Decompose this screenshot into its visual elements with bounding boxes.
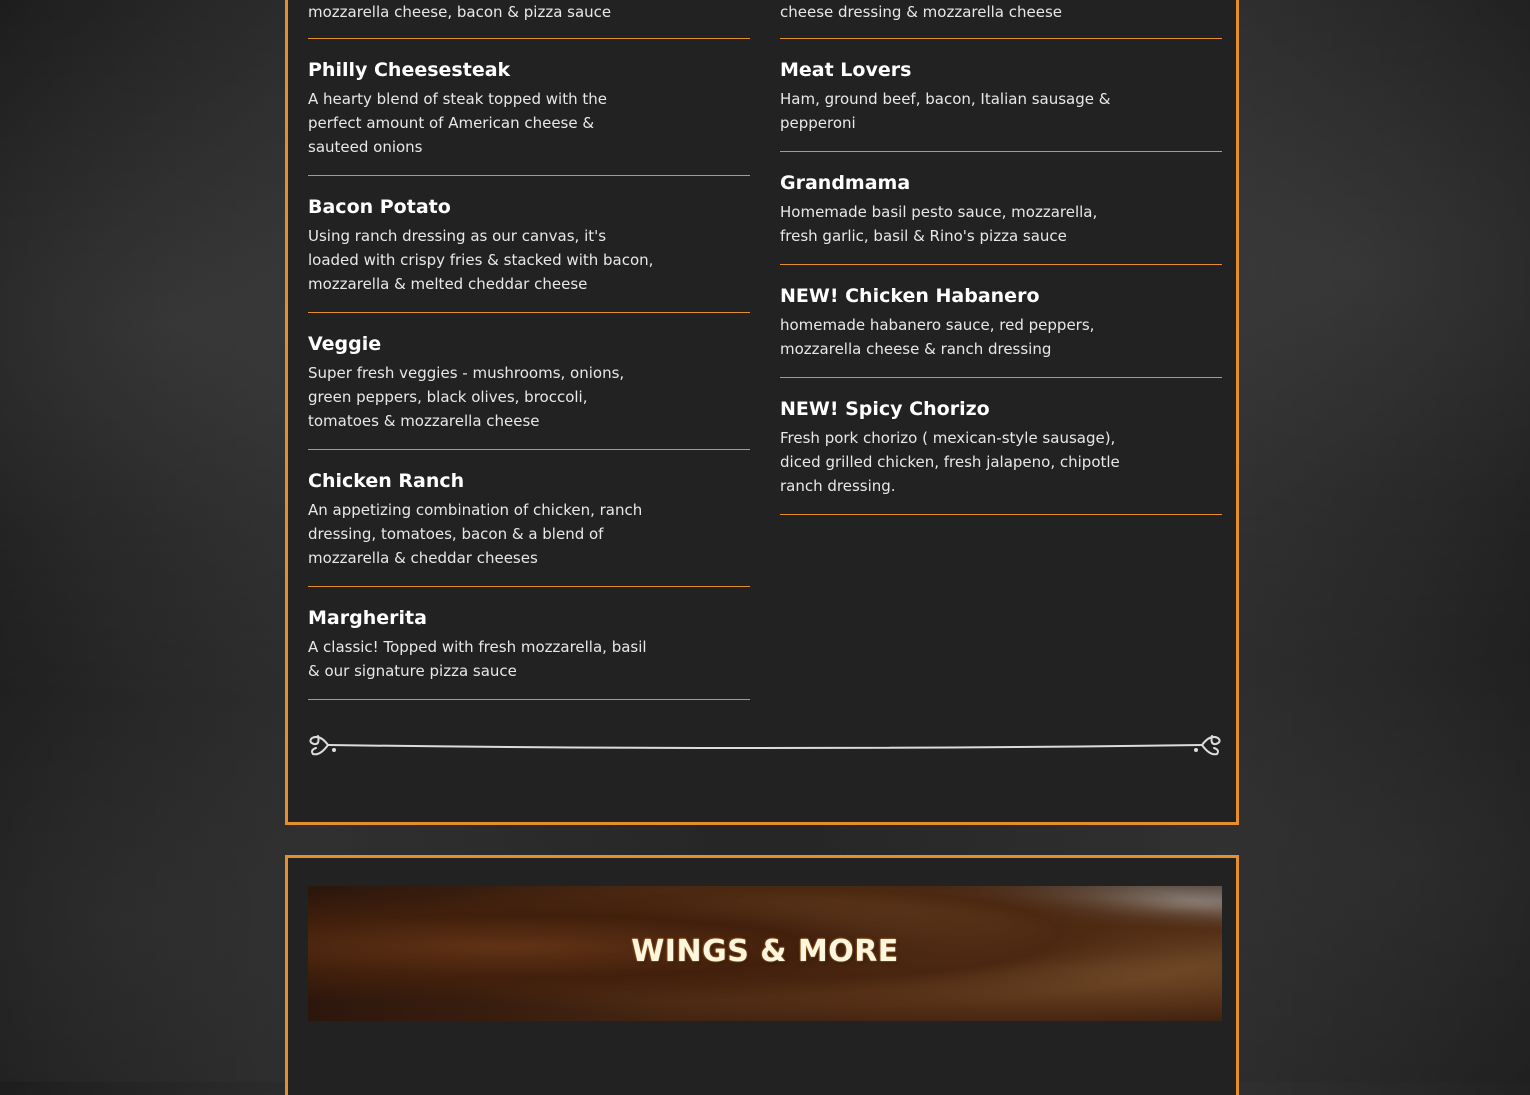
menu-item-grandmama: [780, 170, 1222, 265]
flourish-divider: [308, 728, 1222, 762]
menu-item-margherita: [308, 605, 750, 700]
menu-item-description: Super fresh veggies - mushrooms, onions, green peppers, black olives, broccoli, tomatoes & mozzarella cheese: [308, 364, 625, 430]
menu-item-philly-cheesesteak: [308, 57, 750, 176]
pizza-menu-panel: [285, 0, 1239, 825]
menu-item-description: Using ranch dressing as our canvas, it's loaded with crispy fries & stacked with bacon, mozzarella & melted cheddar cheese: [308, 227, 654, 293]
menu-item-bacon-potato: [308, 194, 750, 313]
menu-item-chicken-habanero: [780, 283, 1222, 378]
menu-item-description: A classic! Topped with fresh mozzarella, basil & our signature pizza sauce: [308, 638, 647, 680]
menu-item-description: cheese dressing & mozzarella cheese: [780, 3, 1063, 21]
wings-section-panel: [285, 855, 1239, 1095]
menu-item-description: An appetizing combination of chicken, ranch dressing, tomatoes, bacon & a blend of mozzarella & cheddar cheeses: [308, 501, 643, 567]
menu-item-title: Bacon Potato: [308, 196, 451, 218]
menu-item-title: NEW! Spicy Chorizo: [780, 398, 990, 420]
menu-left-column: [308, 0, 750, 718]
menu-item-chicken-ranch: [308, 468, 750, 587]
menu-item-title: Margherita: [308, 607, 427, 629]
section-title: WINGS & MORE: [631, 934, 899, 969]
menu-item-description: Ham, ground beef, bacon, Italian sausage & pepperoni: [780, 90, 1111, 132]
menu-item-title: Veggie: [308, 333, 382, 355]
menu-item-title: Philly Cheesesteak: [308, 59, 511, 81]
wings-banner-image: [308, 886, 1222, 1021]
menu-item-description: Homemade basil pesto sauce, mozzarella, fresh garlic, basil & Rino's pizza sauce: [780, 203, 1098, 245]
menu-item-meat-lovers: [780, 57, 1222, 152]
menu-item-description: mozzarella cheese, bacon & pizza sauce: [308, 3, 612, 21]
menu-item-description: A hearty blend of steak topped with the perfect amount of American cheese & sauteed onions: [308, 90, 607, 156]
menu-item-description: homemade habanero sauce, red peppers, mozzarella cheese & ranch dressing: [780, 316, 1095, 358]
menu-right-column: [780, 0, 1222, 533]
menu-item: [308, 0, 750, 39]
menu-item-title: NEW! Chicken Habanero: [780, 285, 1040, 307]
menu-item-spicy-chorizo: [780, 396, 1222, 515]
menu-item: [780, 0, 1222, 39]
menu-item-title: Meat Lovers: [780, 59, 912, 81]
menu-item-title: Grandmama: [780, 172, 911, 194]
menu-item-description: Fresh pork chorizo ( mexican-style sausage), diced grilled chicken, fresh jalapeno, chipotle ranch dressing.: [780, 429, 1120, 495]
menu-item-veggie: [308, 331, 750, 450]
menu-item-title: Chicken Ranch: [308, 470, 465, 492]
